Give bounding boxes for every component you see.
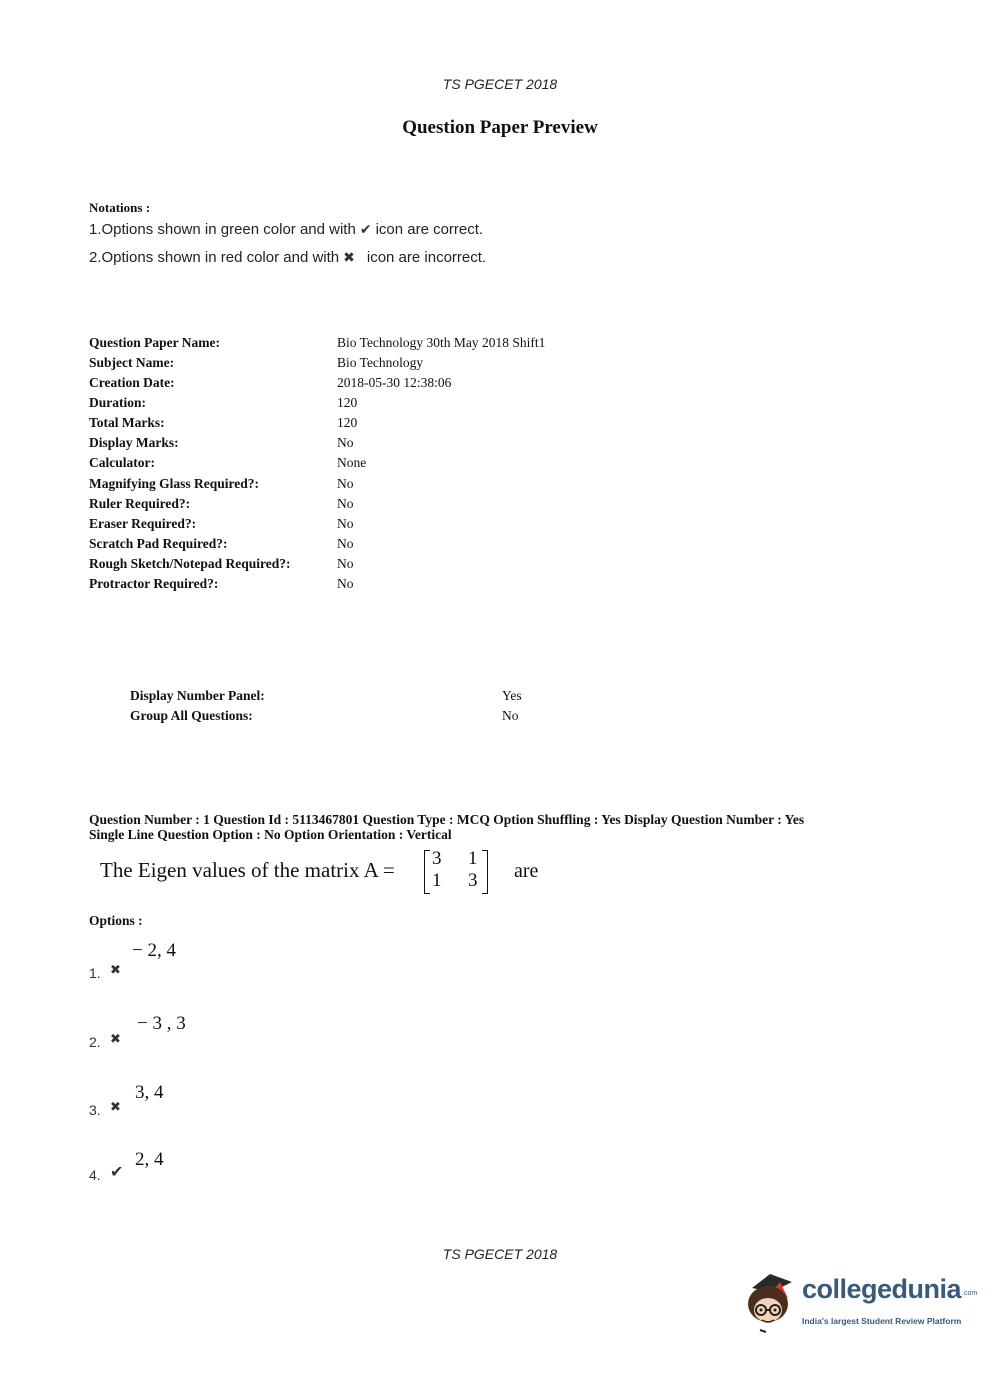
info-label: Rough Sketch/Notepad Required?: <box>89 556 291 571</box>
logo-domain-suffix: .com <box>962 1290 978 1297</box>
info-label: Display Marks: <box>89 435 179 450</box>
panel-label: Display Number Panel: <box>130 688 265 703</box>
check-icon: ✔ <box>359 221 372 237</box>
options-heading: Options : <box>89 913 143 928</box>
info-row-rough-sketch <box>89 556 689 576</box>
info-row-ruler <box>89 496 689 516</box>
matrix-left-bracket <box>424 850 430 894</box>
info-label: Magnifying Glass Required?: <box>89 476 260 491</box>
info-row-display-marks <box>89 435 689 455</box>
panel-value: Yes <box>502 688 522 703</box>
option-3-text: 3, 4 <box>135 1082 164 1103</box>
logo-wordmark: collegedunia <box>802 1274 962 1304</box>
info-label: Question Paper Name: <box>89 335 220 350</box>
info-label: Calculator: <box>89 455 155 470</box>
info-value: 2018-05-30 12:38:06 <box>337 375 452 390</box>
info-row-scratch-pad <box>89 536 689 556</box>
question-text: The Eigen values of the matrix A = <box>100 858 395 882</box>
info-value: Bio Technology <box>337 355 424 370</box>
info-value: No <box>337 516 354 531</box>
exam-header: TS PGECET 2018 <box>442 76 558 92</box>
info-value: None <box>337 455 367 470</box>
notation-correct-post: icon are correct. <box>375 221 484 238</box>
info-label: Scratch Pad Required?: <box>89 536 228 551</box>
info-value: 120 <box>337 395 358 410</box>
option-number: 3. <box>89 1102 101 1118</box>
info-row-calculator <box>89 455 689 475</box>
option-number: 4. <box>89 1167 101 1183</box>
info-row-total-marks <box>89 415 689 435</box>
question-info-line-2: Single Line Question Option : No Option Orientation : Vertical <box>89 827 452 842</box>
info-row-duration <box>89 395 689 415</box>
info-row-protractor <box>89 576 689 596</box>
option-4-text: 2, 4 <box>135 1149 164 1170</box>
logo-tagline: India's largest Student Review Platform <box>802 1316 962 1326</box>
notation-correct <box>89 221 483 238</box>
info-value: No <box>337 556 354 571</box>
info-row-subject-name <box>89 355 689 375</box>
cross-icon: ✖ <box>110 962 121 977</box>
info-value: No <box>337 576 354 591</box>
option-2-text: − 3 , 3 <box>137 1013 186 1034</box>
info-value: No <box>337 496 354 511</box>
cross-icon: ✖ <box>343 249 355 265</box>
matrix-cell: 3 <box>468 870 478 891</box>
question-text-suffix: are <box>514 860 539 882</box>
info-value: 120 <box>337 415 358 430</box>
collegedunia-logo[interactable] <box>742 1268 982 1338</box>
option-number: 1. <box>89 965 101 981</box>
option-1-text: − 2, 4 <box>132 940 176 961</box>
cross-icon: ✖ <box>110 1099 121 1114</box>
notation-correct-pre: 1.Options shown in green color and with <box>89 221 356 238</box>
panel-label: Group All Questions: <box>130 708 253 723</box>
notation-incorrect <box>89 249 486 266</box>
matrix-right-bracket <box>482 850 488 894</box>
info-value: No <box>337 435 354 450</box>
matrix-a <box>424 848 488 894</box>
info-label: Subject Name: <box>89 355 175 370</box>
info-row-magnifying-glass <box>89 476 689 496</box>
notation-incorrect-pre: 2.Options shown in red color and with <box>89 249 340 266</box>
cross-icon: ✖ <box>110 1031 121 1046</box>
question-info-line-1: Question Number : 1 Question Id : 5113467801 Question Type : MCQ Option Shuffling : Yes Display Question Number : Yes <box>89 812 805 827</box>
info-label: Ruler Required?: <box>89 496 191 511</box>
exam-footer: TS PGECET 2018 <box>442 1246 558 1262</box>
matrix-cell: 1 <box>432 870 442 891</box>
matrix-cell: 3 <box>432 848 442 869</box>
info-label: Creation Date: <box>89 375 175 390</box>
page-title: Question Paper Preview <box>402 117 598 138</box>
notation-incorrect-post: icon are incorrect. <box>366 249 487 266</box>
notations-heading: Notations : <box>89 200 151 215</box>
info-label: Eraser Required?: <box>89 516 197 531</box>
option-number: 2. <box>89 1034 101 1050</box>
matrix-cell: 1 <box>468 848 478 869</box>
mascot-icon <box>742 1268 798 1334</box>
check-icon: ✔ <box>110 1164 124 1181</box>
info-row-eraser <box>89 516 689 536</box>
info-label: Total Marks: <box>89 415 165 430</box>
info-value: Bio Technology 30th May 2018 Shift1 <box>337 335 546 350</box>
info-label: Duration: <box>89 395 146 410</box>
info-label: Protractor Required?: <box>89 576 219 591</box>
info-value: No <box>337 476 354 491</box>
info-row-paper-name <box>89 335 689 355</box>
panel-value: No <box>502 708 519 723</box>
info-value: No <box>337 536 354 551</box>
info-row-creation-date <box>89 375 689 395</box>
